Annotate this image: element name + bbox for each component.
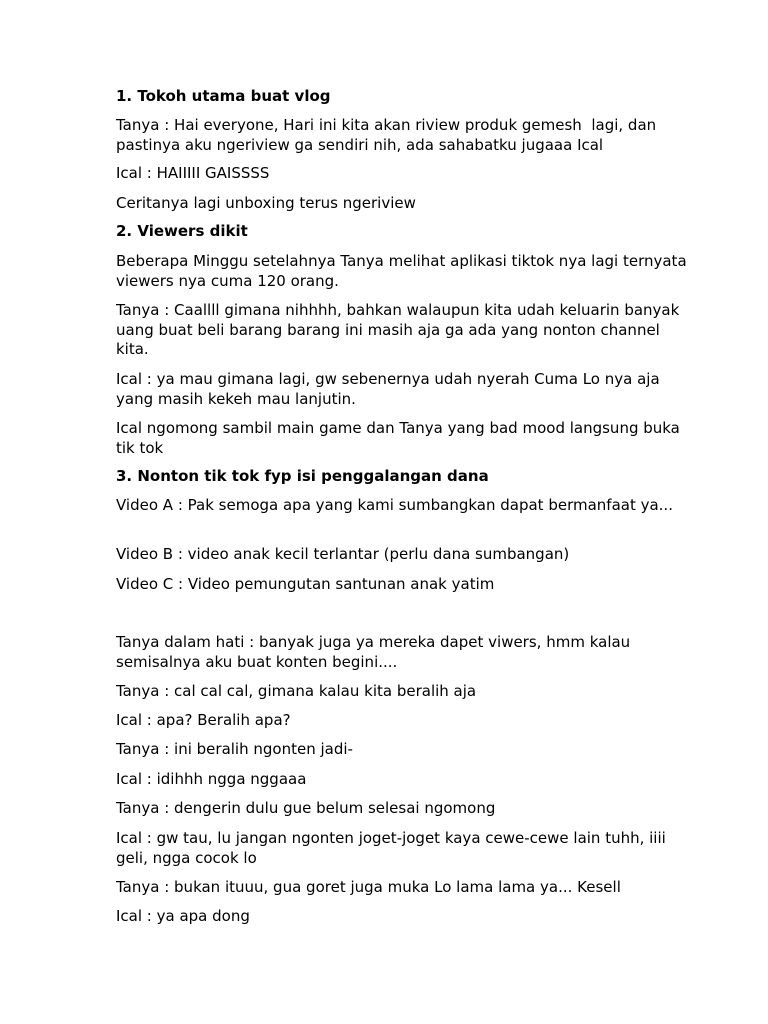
paragraph: Tanya : Hai everyone, Hari ini kita akan riview produk gemesh lagi, dan pastinya aku ngeriview ga sendiri nih, ada sahabatku jugaaa Ical [116, 116, 661, 154]
paragraph: Ical : ya apa dong [116, 907, 250, 925]
paragraph: Tanya : bukan ituuu, gua goret juga muka Lo lama lama ya... Kesell [116, 878, 621, 896]
paragraph: Ceritanya lagi unboxing terus ngeriview [116, 194, 416, 212]
paragraph: Beberapa Minggu setelahnya Tanya melihat aplikasi tiktok nya lagi ternyata viewers nya cuma 120 orang. [116, 252, 692, 290]
paragraph: Ical : apa? Beralih apa? [116, 711, 291, 729]
paragraph: Tanya dalam hati : banyak juga ya mereka dapet viwers, hmm kalau semisalnya aku buat konten begini.... [116, 633, 635, 671]
paragraph: Tanya : cal cal cal, gimana kalau kita beralih aja [116, 682, 477, 700]
paragraph: Ical : ya mau gimana lagi, gw sebenernya udah nyerah Cuma Lo nya aja yang masih kekeh mau lanjutin. [116, 370, 665, 408]
paragraph: Video C : Video pemungutan santunan anak yatim [116, 575, 495, 593]
section-heading-1: 1. Tokoh utama buat vlog [116, 87, 331, 105]
paragraph: Ical : idihhh ngga nggaaa [116, 770, 307, 788]
paragraph: Ical : HAIIIII GAISSSS [116, 164, 270, 182]
paragraph: Video A : Pak semoga apa yang kami sumbangkan dapat bermanfaat ya... [116, 496, 673, 514]
paragraph: Ical : gw tau, lu jangan ngonten joget-joget kaya cewe-cewe lain tuhh, iiii geli, ngga cocok lo [116, 829, 671, 867]
paragraph: Tanya : dengerin dulu gue belum selesai ngomong [116, 799, 496, 817]
paragraph: Ical ngomong sambil main game dan Tanya yang bad mood langsung buka tik tok [116, 419, 685, 457]
paragraph: Video B : video anak kecil terlantar (perlu dana sumbangan) [116, 545, 570, 563]
section-heading-3: 3. Nonton tik tok fyp isi penggalangan dana [116, 467, 489, 485]
section-heading-2: 2. Viewers dikit [116, 222, 248, 240]
paragraph: Tanya : ini beralih ngonten jadi- [116, 740, 353, 758]
paragraph: Tanya : Caallll gimana nihhhh, bahkan walaupun kita udah keluarin banyak uang buat beli barang barang ini masih aja ga ada yang nonton channel kita. [116, 301, 685, 358]
